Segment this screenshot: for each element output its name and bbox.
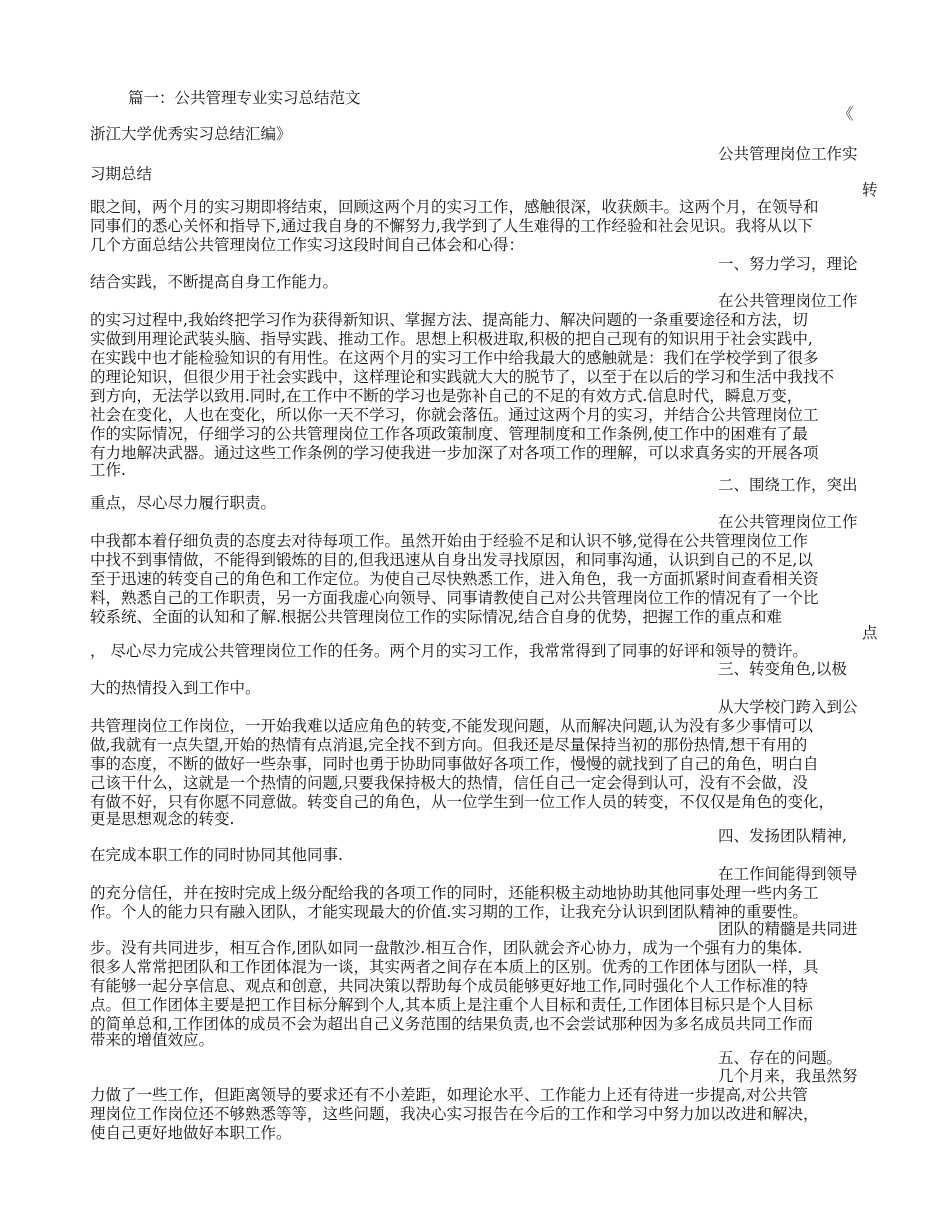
section4-line: 很多人常常把团队和工作团体混为一谈，其实两者之间存在本质上的区别。优秀的工作团体与团队一样，具	[90, 958, 819, 976]
section2-line: 中找不到事情做，不能得到锻炼的目的,但我迅速从自身出发寻找原因，和同事沟通，认识到自己的不足,以	[90, 551, 813, 569]
section1-line: 的实习过程中,我始终把学习作为获得新知识、掌握方法、提高能力、解决问题的一条重要途径和方法，切	[90, 311, 808, 329]
section4-line: 步。没有共同进步，相互合作,团队如同一盘散沙.相互合作，团队就会齐心协力，成为一个强有力的集体.	[90, 939, 803, 957]
section2-line: 至于迅速的转变自己的角色和工作定位。为使自己尽快熟悉工作，进入角色，我一方面抓紧时间查看相关资	[90, 570, 819, 588]
section2-line-last: ， 尽心尽力完成公共管理岗位工作的任务。两个月的实习工作，我常常得到了同事的好评和领导的赞许。	[90, 642, 808, 660]
section5-heading: 五、存在的问题。	[718, 1049, 843, 1067]
source-line: 浙江大学优秀实习总结汇编》	[90, 125, 292, 143]
document-title: 篇一：公共管理专业实习总结范文	[128, 89, 361, 107]
section3-line: 己该干什么，这就是一个热情的问题,只要我保持极大的热情，信任自己一定会得到认可，没有不会做，没	[90, 774, 808, 792]
para1-line: 几个方面总结公共管理岗位工作实习这段时间自己体会和心得：	[90, 236, 525, 254]
section3-lead: 从大学校门跨入到公	[718, 698, 858, 716]
open-quote: 《	[838, 105, 854, 123]
section4-heading-b: 在完成本职工作的同时协同其他同事.	[90, 846, 343, 864]
section2-line: 中我都本着仔细负责的态度去对待每项工作。虽然开始由于经验不足和认识不够,觉得在公共管理岗位工作	[90, 532, 808, 550]
para1-lead: 转	[862, 181, 878, 199]
section3-heading-b: 大的热情投入到工作中。	[90, 679, 261, 697]
section5-line: 力做了一些工作，但距离领导的要求还有不小差距，如理论水平、工作能力上还有待进一步提高,对公共管	[90, 1086, 808, 1104]
section4-line: 点。但工作团体主要是把工作目标分解到个人,其本质上是注重个人目标和责任,工作团体目标只是个人目标	[90, 996, 813, 1014]
section1-line: 作的实际情况，仔细学习的公共管理岗位工作各项政策制度、管理制度和工作条例,使工作中的困难有了最	[90, 425, 808, 443]
section3-line-last: 更是思想观念的转变.	[90, 810, 235, 828]
section1-line: 有力地解决武器。通过这些工作条例的学习使我进一步加深了对各项工作的理解，可以求真务实的开展各项	[90, 444, 819, 462]
section4-heading-a: 四、发扬团队精神,	[718, 827, 847, 845]
section5-line: 理岗位工作岗位还不够熟悉等等，这些问题，我决心实习报告在今后的工作和学习中努力加以改进和解决，	[90, 1105, 819, 1123]
section2-lead: 在公共管理岗位工作	[718, 513, 858, 531]
section5-line-last: 使自己更好地做好本职工作。	[90, 1124, 292, 1142]
section5-lead: 几个月来，我虽然努	[718, 1067, 858, 1085]
section1-line: 社会在变化，人也在变化，所以你一天不学习，你就会落伍。通过这两个月的实习，并结合公共管理岗位工	[90, 406, 819, 424]
para1-line: 同事们的悉心关怀和指导下,通过我自身的不懈努力,我学到了人生难得的工作经验和社会见识。我将从以下	[90, 217, 813, 235]
section4-lead-2: 团队的精髓是共同进	[718, 920, 858, 938]
section1-line: 的理论知识，但很少用于社会实践中，这样理论和实践就大大的脱节了，以至于在以后的学习和生活中我找不	[90, 368, 835, 386]
section2-point: 点	[862, 624, 878, 642]
section2-line: 较系统、全面的认知和了解.根据公共管理岗位工作的实际情况,结合自身的优势，把握工作的重点和难	[90, 608, 782, 626]
section4-line: 作。个人的能力只有融入团队，才能实现最大的价值.实习期的工作，让我充分认识到团队精神的重要性。	[90, 903, 808, 921]
section3-heading-a: 三、转变角色,以极	[718, 660, 847, 678]
section1-line: 在实践中也才能检验知识的有用性。在这两个月的实习工作中给我最大的感触就是：我们在学校学到了很多	[90, 349, 819, 367]
section1-line: 实做到用理论武装头脑、指导实践、推动工作。思想上积极进取,积极的把自己现有的知识用于社会实践中,	[90, 330, 813, 348]
section3-line: 做,我就有一点失望,开始的热情有点消退,完全找不到方向。但我还是尽量保持当初的那份热情,想干有用的	[90, 736, 808, 754]
section3-line: 事的态度，不断的做好一些杂事，同时也勇于协助同事做好各项工作，慢慢的就找到了自己的角色，明白自	[90, 755, 819, 773]
section4-line: 有能够一起分享信息、观点和创意，共同决策以帮助每个成员能够更好地工作,同时强化个人工作标准的特	[90, 977, 808, 995]
section1-line-last: 工作.	[90, 461, 126, 479]
section4-line-last: 带来的增值效应。	[90, 1031, 215, 1049]
section3-line: 有做不好，只有你愿不同意做。转变自己的角色，从一位学生到一位工作人员的转变，不仅仅是角色的变化，	[90, 793, 835, 811]
section2-line: 料，熟悉自己的工作职责，另一方面我虚心向领导、同事请教使自己对公共管理岗位工作的情况有了一个比	[90, 589, 819, 607]
para1-line: 眼之间，两个月的实习期即将结束，回顾这两个月的实习工作，感触很深，收获颇丰。这两个月，在领导和	[90, 198, 819, 216]
heading-line-1: 公共管理岗位工作实	[718, 145, 858, 163]
section4-line: 的简单总和,工作团体的成员不会为超出自己义务范围的结果负责,也不会尝试那种因为多名成员共同工作而	[90, 1015, 813, 1033]
section3-line: 共管理岗位工作岗位，一开始我难以适应角色的转变,不能发现问题，从而解决问题,认为没有多少事情可以	[90, 717, 813, 735]
section2-heading-a: 二、围绕工作，突出	[718, 476, 858, 494]
section1-lead: 在公共管理岗位工作	[718, 292, 858, 310]
section1-line: 到方向，无法学以致用.同时,在工作中不断的学习也是弥补自己的不足的有效方式.信息时代，瞬息万变，	[90, 387, 803, 405]
section4-lead: 在工作间能得到领导	[718, 865, 858, 883]
section1-heading-a: 一、努力学习，理论	[718, 255, 858, 273]
section4-line: 的充分信任，并在按时完成上级分配给我的各项工作的同时，还能积极主动地协助其他同事处理一些内务工	[90, 884, 819, 902]
section2-heading-b: 重点，尽心尽力履行职责。	[90, 494, 277, 512]
heading-line-2: 习期总结	[90, 165, 153, 183]
section1-heading-b: 结合实践，不断提高自身工作能力。	[90, 273, 339, 291]
